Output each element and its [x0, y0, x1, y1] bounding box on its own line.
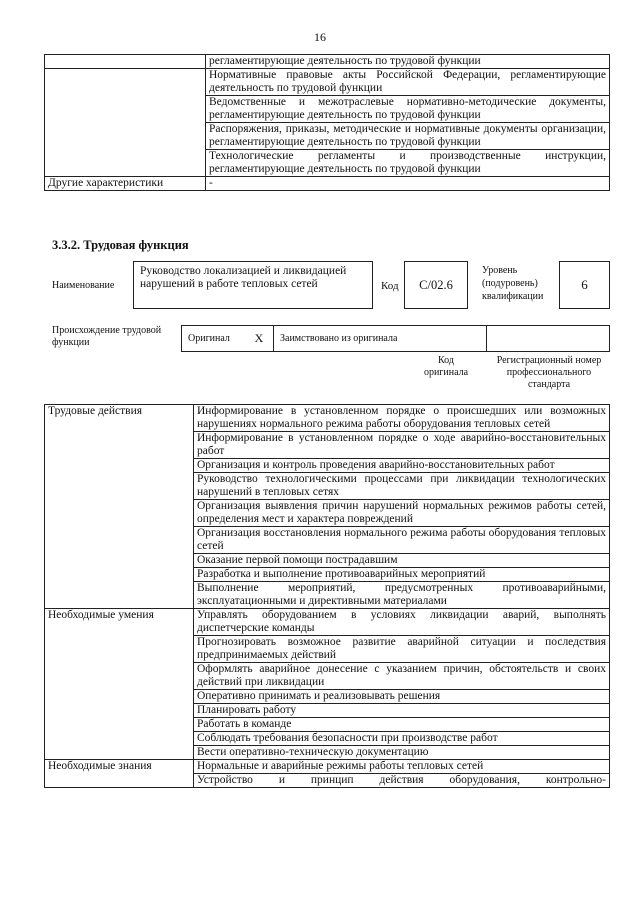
table-row — [45, 609, 610, 636]
table-cell-label — [45, 69, 206, 96]
registration-line-1: Регистрационный номер — [496, 355, 602, 366]
table-cell-text: Прогнозировать возможное развитие аварийной ситуации и последствия предпринимаемых действий — [194, 636, 610, 663]
table-cell-text: Ведомственные и межотраслевые нормативно-методические документы, регламентирующие деятельность по трудовой функции — [206, 96, 610, 123]
table-cell-text: Информирование в установленном порядке о происшедших или возможных нарушениях нормального режима работы оборудования тепловых сетей — [194, 405, 610, 432]
table-cell-text: Организация и контроль проведения аварийно-восстановительных работ — [194, 459, 610, 473]
table-cell-text: Информирование в установленном порядке о ходе аварийно-восстановительных работ — [194, 432, 610, 459]
code-label: Код — [381, 280, 399, 292]
table-cell-text: Управлять оборудованием в условиях ликвидации аварий, выполнять диспетчерские команды — [194, 609, 610, 636]
origin-strip — [181, 325, 610, 352]
table-cell-text: Нормальные и аварийные режимы работы тепловых сетей — [194, 760, 610, 774]
registration-number-label — [488, 355, 610, 391]
origin-label-1: Происхождение трудовой — [52, 325, 162, 336]
table-cell-label — [45, 123, 206, 150]
registration-line-3: стандарта — [527, 379, 571, 390]
table-row — [45, 760, 610, 774]
group-label-skills: Необходимые умения — [45, 609, 194, 760]
table-cell-text: Технологические регламенты и производственные инструкции, регламентирующие деятельность по трудовой функции — [206, 150, 610, 177]
code-original-label — [416, 355, 476, 379]
table-cell-text: - — [206, 177, 610, 191]
original-mark: X — [245, 326, 274, 351]
registration-cell — [487, 326, 611, 351]
registration-line-2: профессионального — [506, 367, 592, 378]
table-cell-label — [45, 55, 206, 69]
table-row — [45, 69, 610, 96]
page-number: 16 — [314, 30, 326, 44]
table-row — [45, 96, 610, 123]
table-cell-text: Работать в команде — [194, 718, 610, 732]
origin-label-2: функции — [52, 337, 90, 348]
function-name-box: Руководство локализацией и ликвидацией нарушений в работе тепловых сетей — [133, 261, 373, 309]
table-cell-text: Оказание первой помощи пострадавшим — [194, 554, 610, 568]
table-cell-text: регламентирующие деятельность по трудовой функции — [206, 55, 610, 69]
table-row — [45, 177, 610, 191]
table-row — [45, 405, 610, 432]
table-cell-text: Нормативные правовые акты Российской Федерации, регламентирующие деятельность по трудовой функции — [206, 69, 610, 96]
group-label-actions: Трудовые действия — [45, 405, 194, 609]
name-label: Наименование — [52, 280, 115, 291]
code-original-line-2: оригинала — [423, 367, 469, 378]
main-table — [44, 404, 610, 788]
section-heading: 3.3.2. Трудовая функция — [52, 238, 189, 252]
function-code-box: C/02.6 — [404, 261, 468, 309]
top-table — [44, 54, 610, 191]
table-cell-text: Разработка и выполнение противоаварийных мероприятий — [194, 568, 610, 582]
table-cell-text: Выполнение мероприятий, предусмотренных противоаварийными, эксплуатационными и директивными материалами — [194, 582, 610, 609]
borrowed-label: Заимствовано из оригинала — [274, 326, 487, 351]
code-original-line-1: Код — [438, 355, 454, 366]
table-cell-text: Соблюдать требования безопасности при производстве работ — [194, 732, 610, 746]
table-cell-text: Распоряжения, приказы, методические и нормативные документы организации, регламентирующие деятельность по трудовой функции — [206, 123, 610, 150]
level-label-1: Уровень — [482, 265, 518, 276]
table-cell-text: Руководство технологическими процессами при ликвидации технологических нарушений в тепловых сетях — [194, 473, 610, 500]
group-label-knowledge: Необходимые знания — [45, 760, 194, 788]
table-cell-text: Организация восстановления нормального режима работы оборудования тепловых сетей — [194, 527, 610, 554]
table-row — [45, 55, 610, 69]
original-label: Оригинал — [188, 333, 230, 344]
table-cell-text: Оформлять аварийное донесение с указанием причин, обстоятельств и своих действий при ликвидации — [194, 663, 610, 690]
table-cell-text: Устройство и принцип действия оборудования, контрольно- — [194, 774, 610, 788]
table-cell-text: Вести оперативно-техническую документацию — [194, 746, 610, 760]
table-cell-text: Организация выявления причин нарушений нормальных режимов работы сетей, определения мест и характера повреждений — [194, 500, 610, 527]
qualification-level-box: 6 — [559, 261, 610, 309]
table-row — [45, 123, 610, 150]
table-row — [45, 150, 610, 177]
table-cell-label — [45, 150, 206, 177]
table-cell-text: Планировать работу — [194, 704, 610, 718]
level-label-3: квалификации — [482, 291, 544, 302]
table-cell-label — [45, 96, 206, 123]
level-label-2: (подуровень) — [482, 278, 538, 289]
table-cell-text: Оперативно принимать и реализовывать решения — [194, 690, 610, 704]
table-cell-label: Другие характеристики — [45, 177, 206, 191]
